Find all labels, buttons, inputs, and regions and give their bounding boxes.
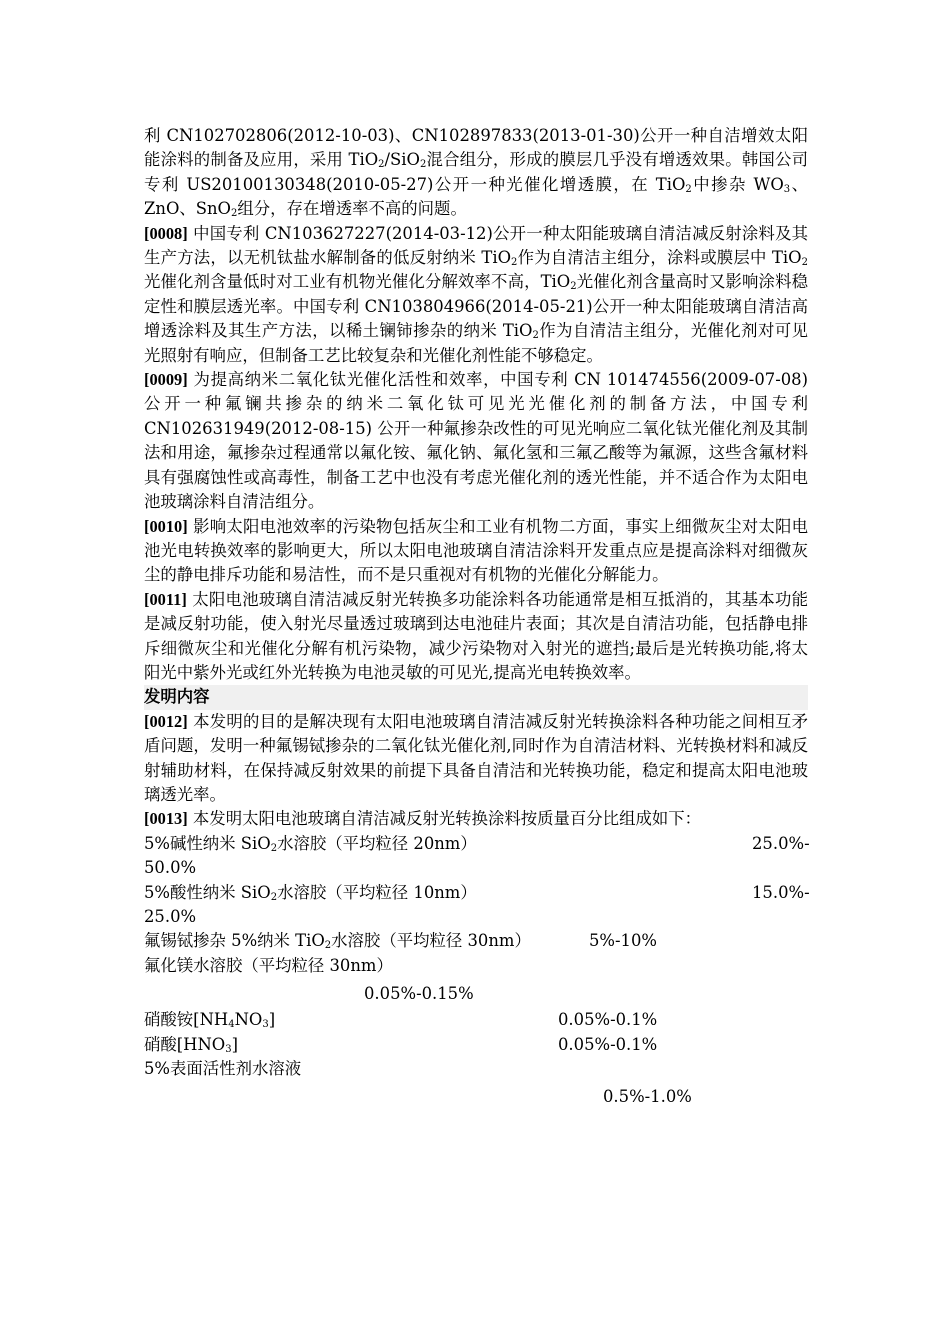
text: 本发明太阳电池玻璃自清洁减反射光转换涂料按质量百分比组成如下： <box>187 809 702 829</box>
component-name: 硝酸铵[NH <box>144 1010 229 1030</box>
component-name: 5%酸性纳米 SiO <box>144 882 271 902</box>
paragraph-number: [0013] <box>144 809 188 829</box>
text: 混合组分，形成的膜层几乎没有增透效果。韩国公司专利 US20100130348(2010-05-27)公开一种光催化增透膜，在 TiO <box>144 150 808 194</box>
paragraph-0009 <box>144 368 808 514</box>
composition-row-continued <box>144 1081 808 1111</box>
text: /SiO <box>384 150 420 170</box>
text: 光催化剂含量低时对工业有机物光催化分解效率不高，TiO <box>144 272 571 292</box>
text: 、ZnO、SnO <box>144 174 809 219</box>
component-percentage: 0.5%-1.0% <box>603 1087 692 1107</box>
paragraph-0012 <box>144 710 808 808</box>
paragraph-intro <box>144 124 808 222</box>
text: 作为自清洁主组分，涂料或膜层中 TiO <box>517 248 802 268</box>
component-name: NO <box>234 1010 263 1030</box>
component-name: 氟化镁水溶胶（平均粒径 30nm） <box>144 955 393 975</box>
subscript: 3 <box>225 1043 232 1055</box>
paragraph-0010 <box>144 515 808 588</box>
subscript: 2 <box>270 842 278 854</box>
text: 本发明的目的是解决现有太阳电池玻璃自清洁减反射光转换涂料各种功能之间相互矛盾问题，发明一种氟锡铽掺杂的二氧化钛光催化剂,同时作为自清洁材料、光转换材料和减反射辅助材料，在保持减反射效果的前提下具备自清洁和光转换功能，稳定和提高太阳电池玻璃透光率。 <box>144 711 808 804</box>
composition-row <box>144 1033 808 1057</box>
paragraph-0011 <box>144 588 808 686</box>
composition-row <box>144 881 808 905</box>
component-name: 5%表面活性剂水溶液 <box>144 1058 302 1078</box>
text: 太阳电池玻璃自清洁减反射光转换多功能涂料各功能通常是相互抵消的，其基本功能是减反射功能，使入射光尽量透过玻璃到达电池硅片表面；其次是自清洁功能，包括静电排斥细微灰尘和光催化分解有机污染物，减少污染物对入射光的遮挡;最后是光转换功能,将太阳光中紫外光或红外光转换为电池灵敏的可见光,提高光电转换效率。 <box>144 589 808 682</box>
document-page <box>144 124 808 1111</box>
text: 中国专利 CN103627227(2014-03-12)公开一种太阳能玻璃自清洁减反射涂料及其生产方法，以无机钛盐水解制备的低反射纳米 TiO <box>144 223 808 268</box>
component-name: ] <box>231 1034 239 1054</box>
subscript: 4 <box>228 1019 235 1031</box>
subscript: 2 <box>511 257 518 269</box>
composition-row <box>144 832 808 856</box>
text: 为提高纳米二氧化钛光催化活性和效率，中国专利 CN 101474556(2009-07-08)公开一种氟镧共掺杂的纳米二氧化钛可见光光催化剂的制备方法，中国专利 CN102631949(2012-08-15) 公开一种氟掺杂改性的可见光响应二氧化钛光催化剂及其制法和用途，氟掺杂过程通常以氟化铵、氟化钠、氟化氢和三氟乙酸等为氟源，这些含氟材料具有强腐蚀性或高毒性，制备工艺中也没有考虑光催化剂的透光性能，并不适合作为太阳电池玻璃涂料自清洁组分。 <box>144 370 808 512</box>
subscript: 2 <box>685 183 692 195</box>
component-percentage: 0.05%-0.1% <box>558 1010 658 1030</box>
subscript: 3 <box>262 1019 269 1031</box>
component-percentage: 50.0% <box>144 858 197 878</box>
component-percentage: 25.0% <box>144 906 197 926</box>
component-percentage: 0.05%-0.15% <box>364 984 474 1004</box>
paragraph-number: [0011] <box>144 589 187 609</box>
composition-row <box>144 1057 808 1081</box>
component-name: 5%碱性纳米 SiO <box>144 833 271 853</box>
subscript: 2 <box>570 281 577 293</box>
subscript: 2 <box>324 940 332 952</box>
component-percentage: 15.0%- <box>752 882 810 902</box>
subscript: 2 <box>378 159 385 171</box>
component-percentage: 25.0%- <box>752 833 810 853</box>
text: 影响太阳电池效率的污染物包括灰尘和工业有机物二方面，事实上细微灰尘对太阳电池光电转换效率的影响更大，所以太阳电池玻璃自清洁涂料开发重点应是提高涂料对细微灰尘的静电排斥功能和易洁性，而不是只重视对有机物的光催化分解能力。 <box>144 516 808 585</box>
component-name: 水溶胶（平均粒径 30nm） <box>331 931 531 951</box>
composition-row-continued <box>144 856 808 880</box>
subscript: 2 <box>532 330 539 342</box>
paragraph-number: [0012] <box>144 711 188 731</box>
component-name: 水溶胶（平均粒径 10nm） <box>277 882 477 902</box>
composition-row <box>144 954 808 978</box>
paragraph-number: [0010] <box>144 516 188 536</box>
text: 组分，存在增透率不高的问题。 <box>237 199 467 219</box>
paragraph-0013 <box>144 807 808 831</box>
text: 光催化剂含量高时又影响涂料稳定性和膜层透光率。中国专利 CN103804966(2014-05-21)公开一种太阳能玻璃自清洁高增透涂料及其生产方法，以稀土镧铈掺杂的纳米 TiO <box>144 272 808 341</box>
text: 作为自清洁主组分，光催化剂对可见光照射有响应，但制备工艺比较复杂和光催化剂性能不够稳定。 <box>144 321 809 365</box>
composition-list <box>144 832 808 1112</box>
composition-row <box>144 929 808 953</box>
component-name: ] <box>268 1010 276 1030</box>
component-percentage: 5%-10% <box>589 931 657 951</box>
component-percentage: 0.05%-0.1% <box>558 1034 658 1054</box>
subscript: 2 <box>419 159 427 171</box>
subscript: 2 <box>801 257 808 269</box>
paragraph-number: [0009] <box>144 370 188 390</box>
component-name: 硝酸[HNO <box>144 1034 226 1054</box>
subscript: 2 <box>231 208 238 220</box>
paragraph-0008 <box>144 222 808 368</box>
composition-row-continued <box>144 978 808 1008</box>
subscript: 2 <box>270 891 278 903</box>
composition-row <box>144 1008 808 1032</box>
text: 中掺杂 WO <box>691 174 784 194</box>
section-heading: 发明内容 <box>144 685 808 709</box>
paragraph-number: [0008] <box>144 223 188 243</box>
subscript: 3 <box>783 183 791 195</box>
component-name: 水溶胶（平均粒径 20nm） <box>277 833 477 853</box>
composition-row-continued <box>144 905 808 929</box>
text: 利 CN102702806(2012-10-03)、CN102897833(2013-01-30)公开一种自洁增效太阳能涂料的制备及应用，采用 TiO <box>144 126 808 170</box>
component-name: 氟锡铽掺杂 5%纳米 TiO <box>144 931 325 951</box>
